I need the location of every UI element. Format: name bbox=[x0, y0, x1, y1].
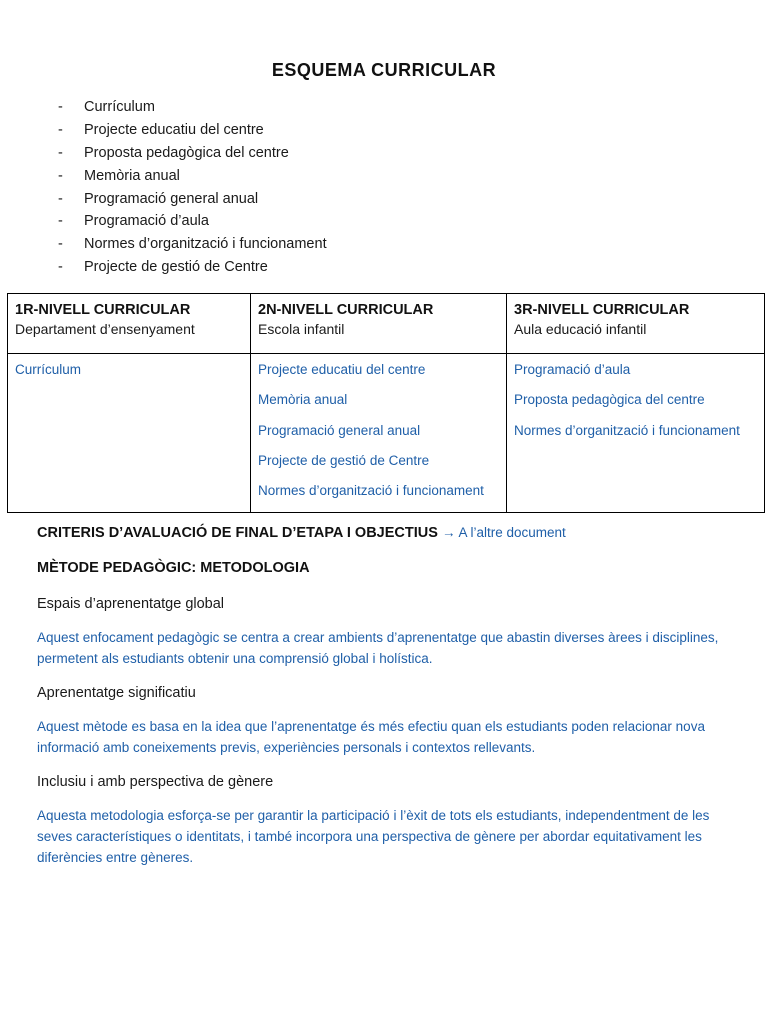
level-subtitle: Escola infantil bbox=[258, 321, 345, 337]
level-subtitle: Departament d’ensenyament bbox=[15, 321, 195, 337]
section-paragraph: Aquesta metodologia esforça-se per garantir la participació i l’èxit de tots els estudiants, independentment de les seves característiques o identitats, i també incorpora una perspectiva de gènere per abordar equitativament les diferències entre gèneres. bbox=[37, 808, 710, 865]
level-3-items bbox=[507, 354, 765, 513]
level-item: Normes d’organització i funcionament bbox=[258, 483, 484, 499]
level-title: 1R-NIVELL CURRICULAR bbox=[15, 302, 191, 318]
list-item-label: Projecte de gestió de Centre bbox=[84, 259, 268, 276]
section-paragraph: Aquest mètode es basa en la idea que l’aprenentatge és més efectiu quan els estudiants poden relacionar nova informació amb coneixements previs, experiències personals i contextos rellevants. bbox=[37, 719, 705, 755]
page-title: ESQUEMA CURRICULAR bbox=[271, 60, 497, 80]
list-item-label: Currículum bbox=[84, 99, 155, 115]
list-item bbox=[58, 256, 327, 279]
criteria-heading bbox=[37, 525, 566, 541]
list-item-label: Programació d’aula bbox=[84, 213, 209, 230]
list-item-label: Programació general anual bbox=[84, 190, 259, 207]
list-dash: - bbox=[58, 121, 63, 138]
criteria-label: CRITERIS D’AVALUACIÓ DE FINAL D’ETAPA I OBJECTIUS bbox=[37, 525, 438, 541]
document-list bbox=[58, 96, 327, 279]
list-dash: - bbox=[58, 213, 63, 230]
list-item bbox=[58, 165, 327, 188]
list-dash: - bbox=[58, 167, 63, 184]
table-row bbox=[8, 354, 765, 513]
level-item: Normes d’organització i funcionament bbox=[514, 422, 740, 438]
list-item bbox=[58, 233, 327, 256]
section-heading: Aprenentatge significatiu bbox=[37, 685, 196, 701]
list-item bbox=[58, 188, 327, 211]
level-item: Projecte de gestió de Centre bbox=[258, 452, 430, 468]
level-item: Proposta pedagògica del centre bbox=[514, 392, 705, 408]
list-dash: - bbox=[58, 144, 63, 161]
section-heading: Espais d’aprenentatge global bbox=[37, 596, 225, 612]
list-dash: - bbox=[58, 236, 63, 253]
level-2-header bbox=[251, 294, 507, 354]
list-dash: - bbox=[58, 259, 63, 276]
level-3-header bbox=[507, 294, 765, 354]
list-item bbox=[58, 142, 327, 165]
level-item: Programació general anual bbox=[258, 422, 421, 438]
list-item-label: Proposta pedagògica del centre bbox=[84, 144, 289, 161]
level-title: 3R-NIVELL CURRICULAR bbox=[514, 302, 690, 318]
level-item: Currículum bbox=[15, 362, 82, 377]
level-subtitle: Aula educació infantil bbox=[514, 321, 647, 337]
curricular-levels-table bbox=[7, 293, 765, 513]
list-dash: - bbox=[58, 99, 63, 115]
list-item bbox=[58, 96, 327, 119]
criteria-link[interactable]: → A l’altre document bbox=[441, 525, 566, 540]
list-item bbox=[58, 210, 327, 233]
level-title: 2N-NIVELL CURRICULAR bbox=[258, 302, 434, 318]
level-item: Memòria anual bbox=[258, 392, 348, 408]
section-heading: Inclusiu i amb perspectiva de gènere bbox=[37, 774, 274, 790]
list-item-label: Normes d’organització i funcionament bbox=[84, 236, 327, 253]
level-2-items bbox=[251, 354, 507, 513]
section-paragraph: Aquest enfocament pedagògic se centra a crear ambients d’aprenentatge que abastin diverses àrees i disciplines, permetent als estudiants obtenir una comprensió global i holística. bbox=[37, 630, 719, 666]
list-dash: - bbox=[58, 190, 63, 207]
list-item-label: Projecte educatiu del centre bbox=[84, 121, 264, 138]
method-heading: MÈTODE PEDAGÒGIC: METODOLOGIA bbox=[37, 560, 310, 576]
list-item-label: Memòria anual bbox=[84, 167, 180, 184]
level-1-items bbox=[8, 354, 251, 513]
list-item bbox=[58, 119, 327, 142]
level-1-header bbox=[8, 294, 251, 354]
table-header-row bbox=[8, 294, 765, 354]
level-item: Projecte educatiu del centre bbox=[258, 362, 426, 377]
level-item: Programació d’aula bbox=[514, 362, 631, 377]
